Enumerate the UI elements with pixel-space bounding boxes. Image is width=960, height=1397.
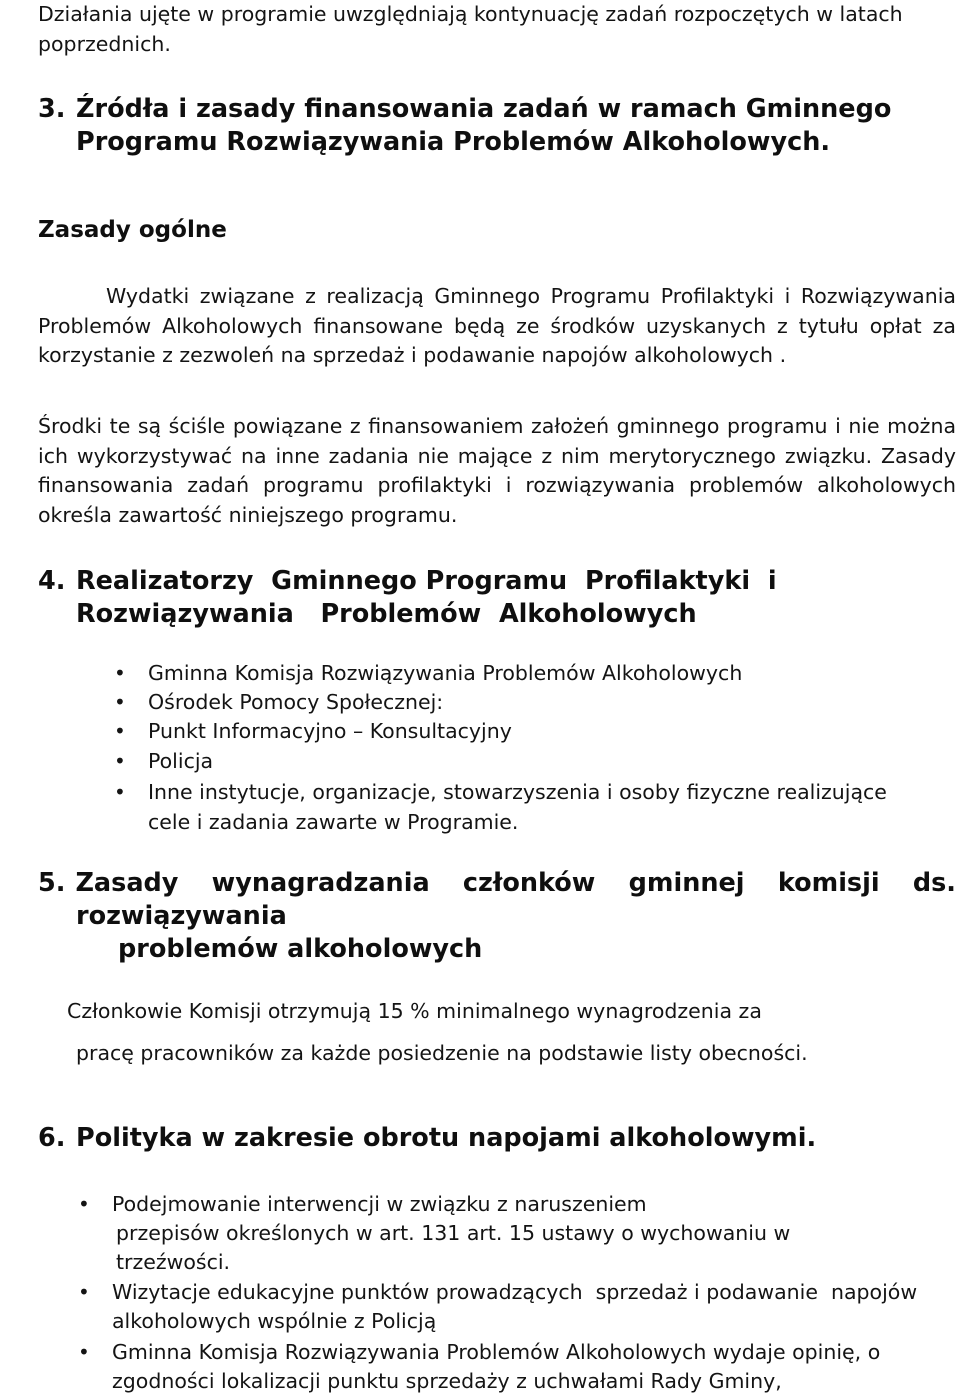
list-item-line: alkoholowych wspólnie z Policją bbox=[112, 1309, 437, 1333]
bullet-icon: • bbox=[78, 1340, 90, 1364]
section5-number-word bbox=[38, 867, 178, 900]
section5-title-line3: problemów alkoholowych bbox=[118, 934, 483, 964]
section3-number: 3. bbox=[38, 94, 66, 124]
section3-title-line1: Źródła i zasady finansowania zadań w ramach Gminnego bbox=[76, 94, 892, 124]
section5-word: wynagradzania bbox=[211, 868, 430, 898]
bullet-icon: • bbox=[78, 1192, 90, 1216]
zasady-paragraph-2: Środki te są ściśle powiązane z finansowaniem założeń gminnego programu i nie można ich wykorzystywać na inne zadania nie mające z nim merytorycznego związku. Zasady finansowania zadań programu profilaktyki i rozwiązywania problemów alkoholowych określa zawartość niniejszego programu. bbox=[38, 414, 956, 527]
bullet-icon: • bbox=[78, 1280, 90, 1304]
section5-word: gminnej bbox=[628, 868, 745, 898]
list-item: Punkt Informacyjno – Konsultacyjny bbox=[148, 719, 512, 743]
section5-word: ds. bbox=[912, 868, 956, 898]
section5-text-line1: Członkowie Komisji otrzymują 15 % minimalnego wynagrodzenia za bbox=[67, 999, 762, 1023]
section5-heading bbox=[38, 867, 956, 966]
bullet-icon: • bbox=[114, 719, 126, 743]
bullet-icon: • bbox=[114, 690, 126, 714]
bullet-icon: • bbox=[114, 780, 126, 804]
list-item-line: Wizytacje edukacyjne punktów prowadzących sprzedaż i podawanie napojów bbox=[112, 1280, 918, 1304]
section5-word: Zasady bbox=[75, 868, 179, 898]
section3-title-line2: Programu Rozwiązywania Problemów Alkoholowych. bbox=[76, 127, 831, 157]
section4-number: 4. bbox=[38, 566, 66, 596]
list-item: Policja bbox=[148, 749, 214, 773]
zasady-ogolne-heading: Zasady ogólne bbox=[38, 217, 227, 243]
list-item-line: zgodności lokalizacji punktu sprzedaży z uchwałami Rady Gminy, bbox=[112, 1369, 782, 1393]
section5-title-line1 bbox=[38, 867, 956, 900]
list-item-line: Podejmowanie interwencji w związku z naruszeniem bbox=[112, 1192, 647, 1216]
bullet-icon: • bbox=[114, 749, 126, 773]
list-item: Ośrodek Pomocy Społecznej: bbox=[148, 690, 444, 714]
list-item: Gminna Komisja Rozwiązywania Problemów Alkoholowych bbox=[148, 661, 743, 685]
section5-word: komisji bbox=[777, 868, 880, 898]
list-item: Inne instytucje, organizacje, stowarzyszenia i osoby fizyczne realizujące cele i zadania zawarte w Programie. bbox=[148, 780, 887, 834]
list-item-line: przepisów określonych w art. 131 art. 15 ustawy o wychowaniu w bbox=[116, 1221, 791, 1245]
section6-number: 6. bbox=[38, 1123, 66, 1153]
section5-title-line2: rozwiązywania bbox=[76, 901, 287, 931]
section5-text-line2: pracę pracowników za każde posiedzenie na podstawie listy obecności. bbox=[76, 1041, 808, 1065]
section5-number: 5. bbox=[38, 868, 66, 898]
zasady-paragraph-1: Wydatki związane z realizacją Gminnego Programu Profilaktyki i Rozwiązywania Problemów Alkoholowych finansowane będą ze środków uzyskanych z tytułu opłat za korzystanie z zezwoleń na sprzedaż i podawanie napojów alkoholowych . bbox=[38, 284, 956, 367]
section6-title: Polityka w zakresie obrotu napojami alkoholowymi. bbox=[76, 1123, 817, 1153]
list-item-line: Gminna Komisja Rozwiązywania Problemów Alkoholowych wydaje opinię, o bbox=[112, 1340, 881, 1364]
list-item-line: trzeźwości. bbox=[116, 1250, 231, 1274]
section4-title-line2: Rozwiązywania Problemów Alkoholowych bbox=[76, 599, 697, 629]
bullet-icon: • bbox=[114, 661, 126, 685]
section5-word: członków bbox=[462, 868, 596, 898]
section4-title-line1: Realizatorzy Gminnego Programu Profilaktyki i bbox=[76, 566, 777, 596]
intro-paragraph: Działania ujęte w programie uwzględniają kontynuację zadań rozpoczętych w latach poprzednich. bbox=[38, 2, 903, 56]
